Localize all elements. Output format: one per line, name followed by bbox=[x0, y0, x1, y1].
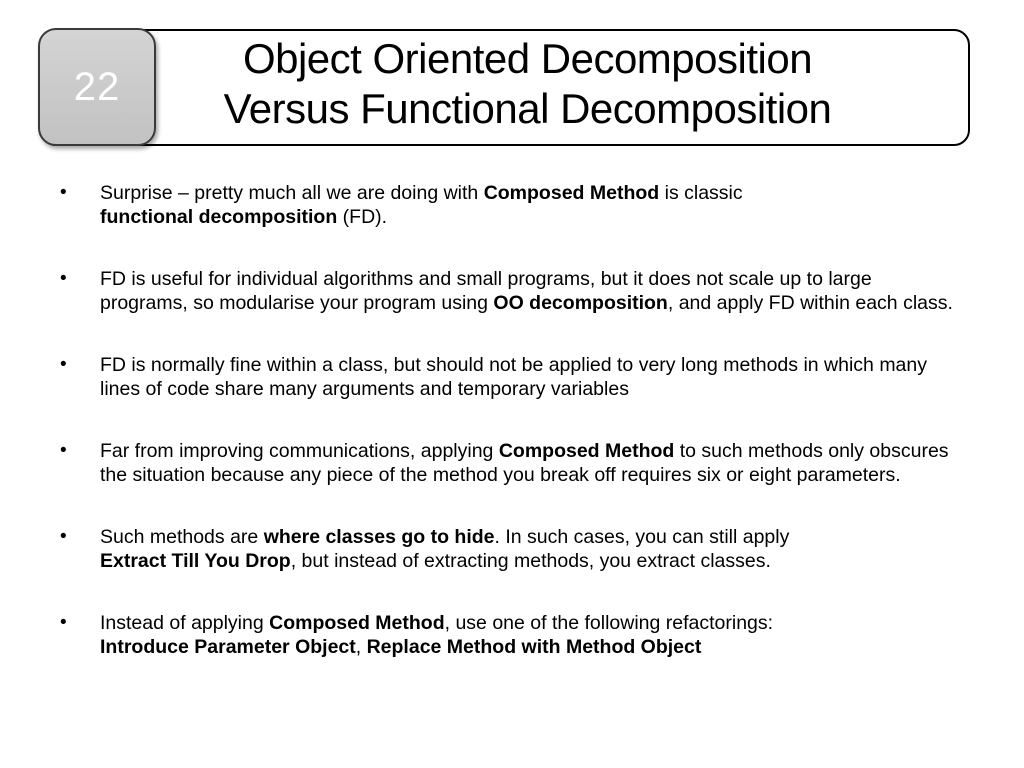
bullet-item: • Instead of applying Composed Method, use one of the following refactorings: Introduce Parameter Object, Replace Method with Method Object bbox=[60, 611, 960, 659]
bullet-item: • FD is normally fine within a class, but should not be applied to very long methods in which many lines of code share many arguments and temporary variables bbox=[60, 353, 960, 401]
bullet-item: • FD is useful for individual algorithms and small programs, but it does not scale up to large programs, so modularise your program using OO decomposition, and apply FD within each class. bbox=[60, 267, 960, 315]
slide-number-badge bbox=[38, 28, 156, 146]
slide-title bbox=[160, 34, 895, 134]
title-line-2: Versus Functional Decomposition bbox=[223, 85, 832, 132]
bullet-item: • Far from improving communications, applying Composed Method to such methods only obscures the situation because any piece of the method you break off requires six or eight parameters. bbox=[60, 439, 960, 487]
slide-number: 22 bbox=[73, 64, 121, 109]
bullet-item: • Such methods are where classes go to hide. In such cases, you can still apply Extract Till You Drop, but instead of extracting methods, you extract classes. bbox=[60, 525, 960, 573]
bullet-list bbox=[60, 181, 960, 697]
title-line-1: Object Oriented Decomposition bbox=[242, 35, 813, 82]
bullet-item: • Surprise – pretty much all we are doing with Composed Method is classic functional decomposition (FD). bbox=[60, 181, 960, 229]
